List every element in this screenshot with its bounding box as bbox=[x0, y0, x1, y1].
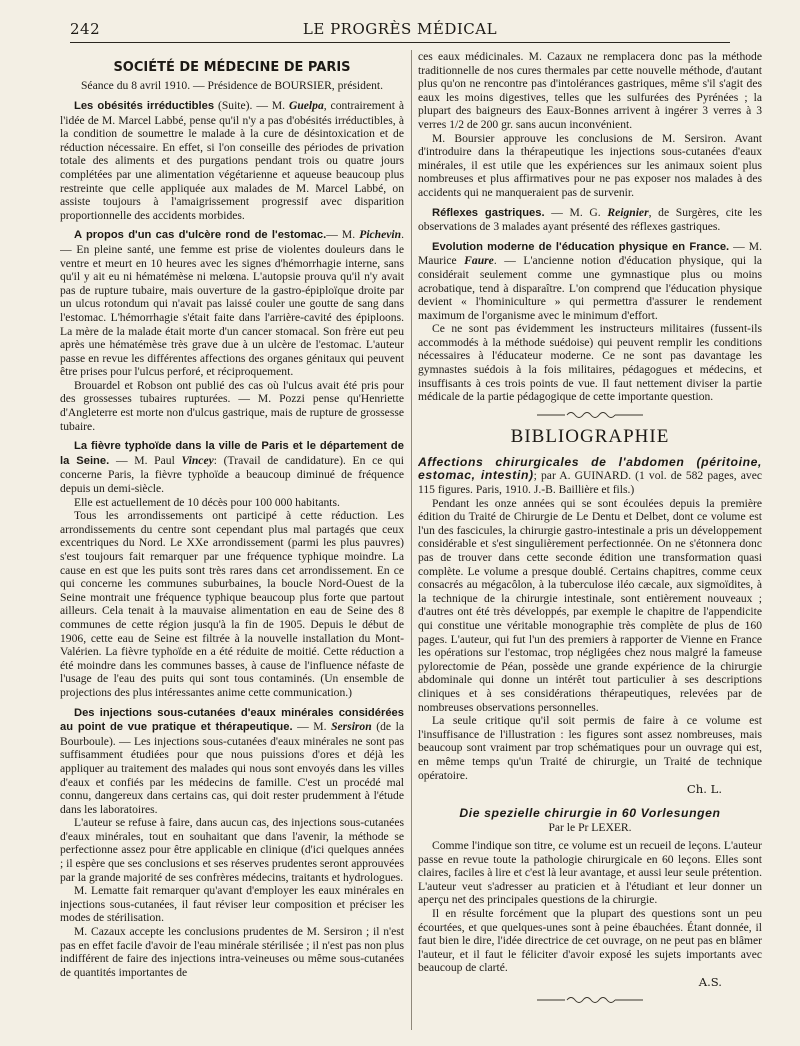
report-entry bbox=[60, 706, 404, 980]
entry-suffix: — M. Maurice bbox=[418, 239, 762, 268]
book-review bbox=[418, 802, 762, 989]
speaker-name: Faure bbox=[464, 254, 494, 268]
entry-suffix: — M. bbox=[326, 228, 360, 242]
entry-paragraph: Ce ne sont pas évidemment les instructeurs militaires (fussent-ils accommodés à la méthode suédoise) qui peuvent remplir les conditions nécessaires à l'éducateur moderne. Ce ne sont pas davantage les gymnastes suédois à la fois militaires, pédagogues et médecins, et insuffisants à ces trois points de vue. Il faut nettement diviser la partie médicale de la partie pédagogique de cette importante question. bbox=[418, 322, 762, 404]
journal-title: LE PROGRÈS MÉDICAL bbox=[302, 20, 498, 38]
ornament-divider bbox=[535, 995, 645, 1005]
entry-heading: Evolution moderne de l'éducation physique en France. bbox=[432, 240, 730, 253]
entry-body: . — L'ancienne notion d'éducation physique, qui la considérait seulement comme une gymnastique plus ou moins acrobatique, tend à disparaître. L'on comprend que l'éducation physique devient « l'hominiculture » qui permettra d'assurer le rendement maximum de l'organisme avec le minimum d'effort. bbox=[418, 254, 762, 322]
running-head bbox=[70, 20, 730, 43]
review-signature: Ch. L. bbox=[686, 782, 722, 797]
entry-body: , contrairement à l'idée de M. Marcel Labbé, pense qu'il n'y a pas d'obésités irréductibles, à la condition de soumettre le malade à la cure de désintoxication et de réduction nécessaire. En effet, si l'on conseille des périodes de privation totale des aliments et des purgations pendant trois ou quatre jours complétées par une alimentation végétarienne et aqueuse beaucoup plus restreinte que celle appliquée aux malades de M. Marcel Labbé, on assiste toujours à l'amaigrissement progressif avec disparition proportionnelle des accidents morbides. bbox=[60, 99, 404, 222]
entry-paragraph: Brouardel et Robson ont publié des cas où l'ulcus avait été pris pour des grossesses tubaires rupturées. — M. Pozzi pense qu'Henriette d'Angleterre est morte non d'ulcus gastrique, mais de rupture de grossesse tubaire. bbox=[60, 378, 404, 433]
report-entry bbox=[60, 99, 404, 222]
book-details: ; par A. GUINARD. (1 vol. de 582 pages, avec 115 figures. Paris, 1910. J.-B. Baillière et fils.) bbox=[418, 469, 762, 497]
book-review bbox=[418, 456, 762, 796]
page-number: 242 bbox=[70, 20, 101, 38]
speaker-name: Vincey bbox=[181, 453, 214, 467]
review-paragraph: Il en résulte forcément que la plupart des questions sont un peu écourtées, et que quelques-unes sont à peine ébauchées. Étant donnée, il faut bien le dire, l'idée directrice de cet ouvrage, on ne peut pas en blâmer l'auteur, et il faut le féliciter d'avoir exposé les sujets importants avec beaucoup de clarté. bbox=[418, 907, 762, 975]
review-signature: A.S. bbox=[698, 975, 722, 990]
review-paragraph: Comme l'indique son titre, ce volume est un recueil de leçons. L'auteur passe en revue toute la pathologie chirurgicale en 60 leçons. Elles sont claires, faciles à lire et c'est là leur avantage, et aussi leur seule prétention. L'auteur veut s'adresser au praticien et à l'étudiant et leur donner un aperçu net des principales questions de la chirurgie. bbox=[418, 839, 762, 907]
book-title: Die spezielle chirurgie in 60 Vorlesungen bbox=[459, 806, 721, 821]
review-paragraph: Pendant les onze années qui se sont écoulées depuis la première édition du Traité de Chirurgie de Le Dentu et Delbet, dont ce volume est l'un des fascicules, la chirurgie gastro-intestinale a pris un développement considérable et s'est singulièrement perfectionnée. On ne s'étonnera donc pas de trouver dans cette seconde édition une transformation quasi complète. Le volume a presque doublé. Certains chapitres, comme ceux consacrés au mégacôlon, à la tuberculose iléo cæcale, aux sigmoïdites, à la technique de la chirurgie intestinale, sont entièrement nouveaux ; d'autres ont été très développés, par exemple le chapitre de l'appendicite qui constitue une véritable monographie très complète de plus de 160 pages. L'auteur, qui fut l'un des premiers à rapporter de Vienne en France les opérations sur l'estomac, trop négligées chez nous malgré la fameuse pylorectomie de Péan, possède une grande expérience de la chirurgie abdominale qui donne un intérêt tout particulier à ses descriptions cliniques et à ses considérations thérapeutiques, relevées par de nombreuses observations personnelles. bbox=[418, 496, 762, 714]
entry-heading: A propos d'un cas d'ulcère rond de l'estomac. bbox=[74, 229, 327, 242]
ornament-divider bbox=[535, 410, 645, 420]
speaker-name: Reignier bbox=[607, 205, 649, 219]
left-column bbox=[60, 50, 404, 1040]
book-citation bbox=[418, 802, 762, 821]
entry-paragraph bbox=[60, 99, 404, 222]
entry-heading: Réflexes gastriques. bbox=[432, 206, 545, 219]
entry-paragraph: Tous les arrondissements ont participé à cette réduction. Les arrondissements du centre sont cependant plus mal partagés que ceux excentriques du Nord. Le XXe arrondissement (parmi les plus pauvres) s'est toujours fait remarquer par une fréquence typhique moindre. La cause en est que les puits sont très rares dans cet arrondissement. En ce qui concerne les communes suburbaines, la boucle Nord-Ouest de la Seine montrait une fréquence typhique beaucoup plus forte que partout ailleurs. Cela tenait à la mauvaise alimentation en eau de Seine des 8 communes de cette région jusqu'à la fin de 1905. Depuis le début de 1906, cette eau de Seine est filtrée à la nouvelle installation du Mont-Valérien. La fièvre typhoïde en a été réduite de moitié. Cette réduction a été moindre dans les communes basses, à cause de l'influence néfaste de l'usage de l'eau des puits qui sont tous contaminés. (Un ensemble de projections des plus intéressantes anime cette communication.) bbox=[60, 509, 404, 699]
society-title: SOCIÉTÉ DE MÉDECINE DE PARIS bbox=[113, 60, 351, 75]
entry-suffix: — M. Paul bbox=[109, 453, 182, 467]
entry-paragraph bbox=[418, 240, 762, 323]
speaker-name: Sersiron bbox=[331, 720, 372, 734]
book-author: Par le Pr LEXER. bbox=[548, 821, 632, 835]
continued-paragraph: ces eaux médicinales. M. Cazaux ne remplacera donc pas la méthode traditionnelle de nos cures thermales par cette nouvelle méthode, d'autant plus qu'on ne rencontre pas d'intolérances gastriques, même s'il s'agit des eaux les moins digestives, telles que les sulfurées des Pyrénées ; la plupart des baigneurs des Eaux-Bonnes arrivent à ingérer 3 verres à 3 verres 1/2 de 200 gr. sans aucun inconvénient. bbox=[418, 50, 762, 131]
book-title: Affections chirurgicales de l'abdomen (péritoine, estomac, intestin) bbox=[418, 454, 762, 483]
right-column bbox=[418, 50, 762, 1040]
entry-heading: La fièvre typhoïde dans la ville de Paris et le département de la Seine. bbox=[60, 440, 404, 467]
session-line: Séance du 8 avril 1910. — Présidence de BOURSIER, président. bbox=[80, 79, 384, 92]
entry-heading: Des injections sous-cutanées d'eaux minérales considérées au point de vue pratique et thérapeutique. bbox=[60, 706, 404, 734]
report-entry bbox=[418, 206, 762, 234]
entry-body: : (Travail de candidature). En ce qui concerne Paris, la fièvre typhoïde a beaucoup diminué de fréquence depuis un demi-siècle. bbox=[60, 453, 404, 496]
entry-heading: Les obésités irréductibles bbox=[74, 100, 215, 112]
entry-suffix: (Suite). — M. bbox=[214, 99, 289, 112]
report-entry bbox=[60, 228, 404, 433]
entry-suffix: — M. bbox=[292, 720, 332, 734]
review-paragraph: La seule critique qu'il soit permis de faire à ce volume est l'insuffisance de l'illustration : les figures sont assez nombreuses, mais beaucoup sont vraiment par trop schématiques pour un ouvrage qui est, en même temps qu'un Traité de chirurgie, un Traité de technique opératoire. bbox=[418, 714, 762, 782]
entry-paragraph: M. Cazaux accepte les conclusions prudentes de M. Sersiron ; il n'est pas en effet facile d'avoir de l'eau minérale stérilisée ; il n'est pas non plus indifférent de faire des injections intra-veineuses ou même sous-cutanées de quantités importantes de bbox=[60, 925, 404, 979]
entry-suffix: — M. G. bbox=[544, 205, 608, 219]
entry-paragraph: M. Lematte fait remarquer qu'avant d'employer les eaux minérales en injections sous-cutanées, il faut réviser leur composition et préciser les modes de stérilisation. bbox=[60, 884, 404, 925]
boursier-paragraph: M. Boursier approuve les conclusions de M. Sersiron. Avant d'introduire dans la thérapeutique les injections sous-cutanées d'eaux minérales, il est utile que les expériences sur les animaux soient plus nombreuses et plus affirmatives pour ne pas exposer nos malades à des accidents qui ne manqueraient pas de survenir. bbox=[418, 131, 762, 199]
report-entry bbox=[60, 439, 404, 699]
column-divider bbox=[411, 50, 412, 1030]
book-citation bbox=[418, 456, 762, 497]
speaker-name: Pichevin bbox=[359, 228, 402, 242]
entry-paragraph: L'auteur se refuse à faire, dans aucun cas, des injections sous-cutanées d'eaux minérales, tout en souhaitant que dans l'avenir, la méthode se perfectionne assez pour être applicable en clinique (d'ici quelques années ; il espère que ses conclusions et ses réserves prudentes seront approuvées par la grande majorité de ses confrères médecins, traitants et hydrologues. bbox=[60, 816, 404, 884]
entry-body: . — En pleine santé, une femme est prise de violentes douleurs dans le ventre et meurt en 10 heures avec les signes d'hémorrhagie interne, sans qu'il y ait eu ni hématémèse ni melœna. L'autopsie prouva qu'il n'y avait pas de rupture tubaire, mais ouverture de la gastro-épiploïque droite par un ulcus rotondum qui n'avait pas laissé couler une goutte de sang dans l'estomac. L'hémorrhagie s'était faite dans l'arrière-cavité des épiploons. La mère de la malade était morte d'un cancer stomacal. Son frère eut peu après une hématémèse très grave due à un ulcère de l'estomac. L'auteur passe en revue les différentes affections des organes génitaux qui peuvent être prises pour l'ulcus perforé, et réciproquement. bbox=[60, 228, 404, 379]
entry-paragraph bbox=[60, 706, 404, 817]
bibliography-heading: BIBLIOGRAPHIE bbox=[510, 425, 670, 447]
report-entry bbox=[418, 240, 762, 404]
speaker-name: Guelpa bbox=[288, 99, 324, 112]
entry-paragraph: Elle est actuellement de 10 décès pour 100 000 habitants. bbox=[74, 495, 340, 509]
entry-body: (de la Bourboule). — Les injections sous-cutanées d'eaux minérales ne sont pas suffisamment étudiées pour que nous puissions d'ores et déjà les appliquer au traitement des malades qui nous sont envoyés dans les villes d'eaux et confiés par les médecins de famille. C'est un procédé mal connu, dangereux dans certains cas, qui doit rester prudemment à l'étude dans les laboratoires. bbox=[60, 720, 404, 816]
entry-paragraph bbox=[418, 206, 762, 234]
entry-body: , de Surgères, cite les observations de 3 malades ayant présenté des réflexes gastriques. bbox=[418, 205, 762, 234]
entry-paragraph bbox=[60, 439, 404, 495]
entry-paragraph bbox=[60, 228, 404, 379]
